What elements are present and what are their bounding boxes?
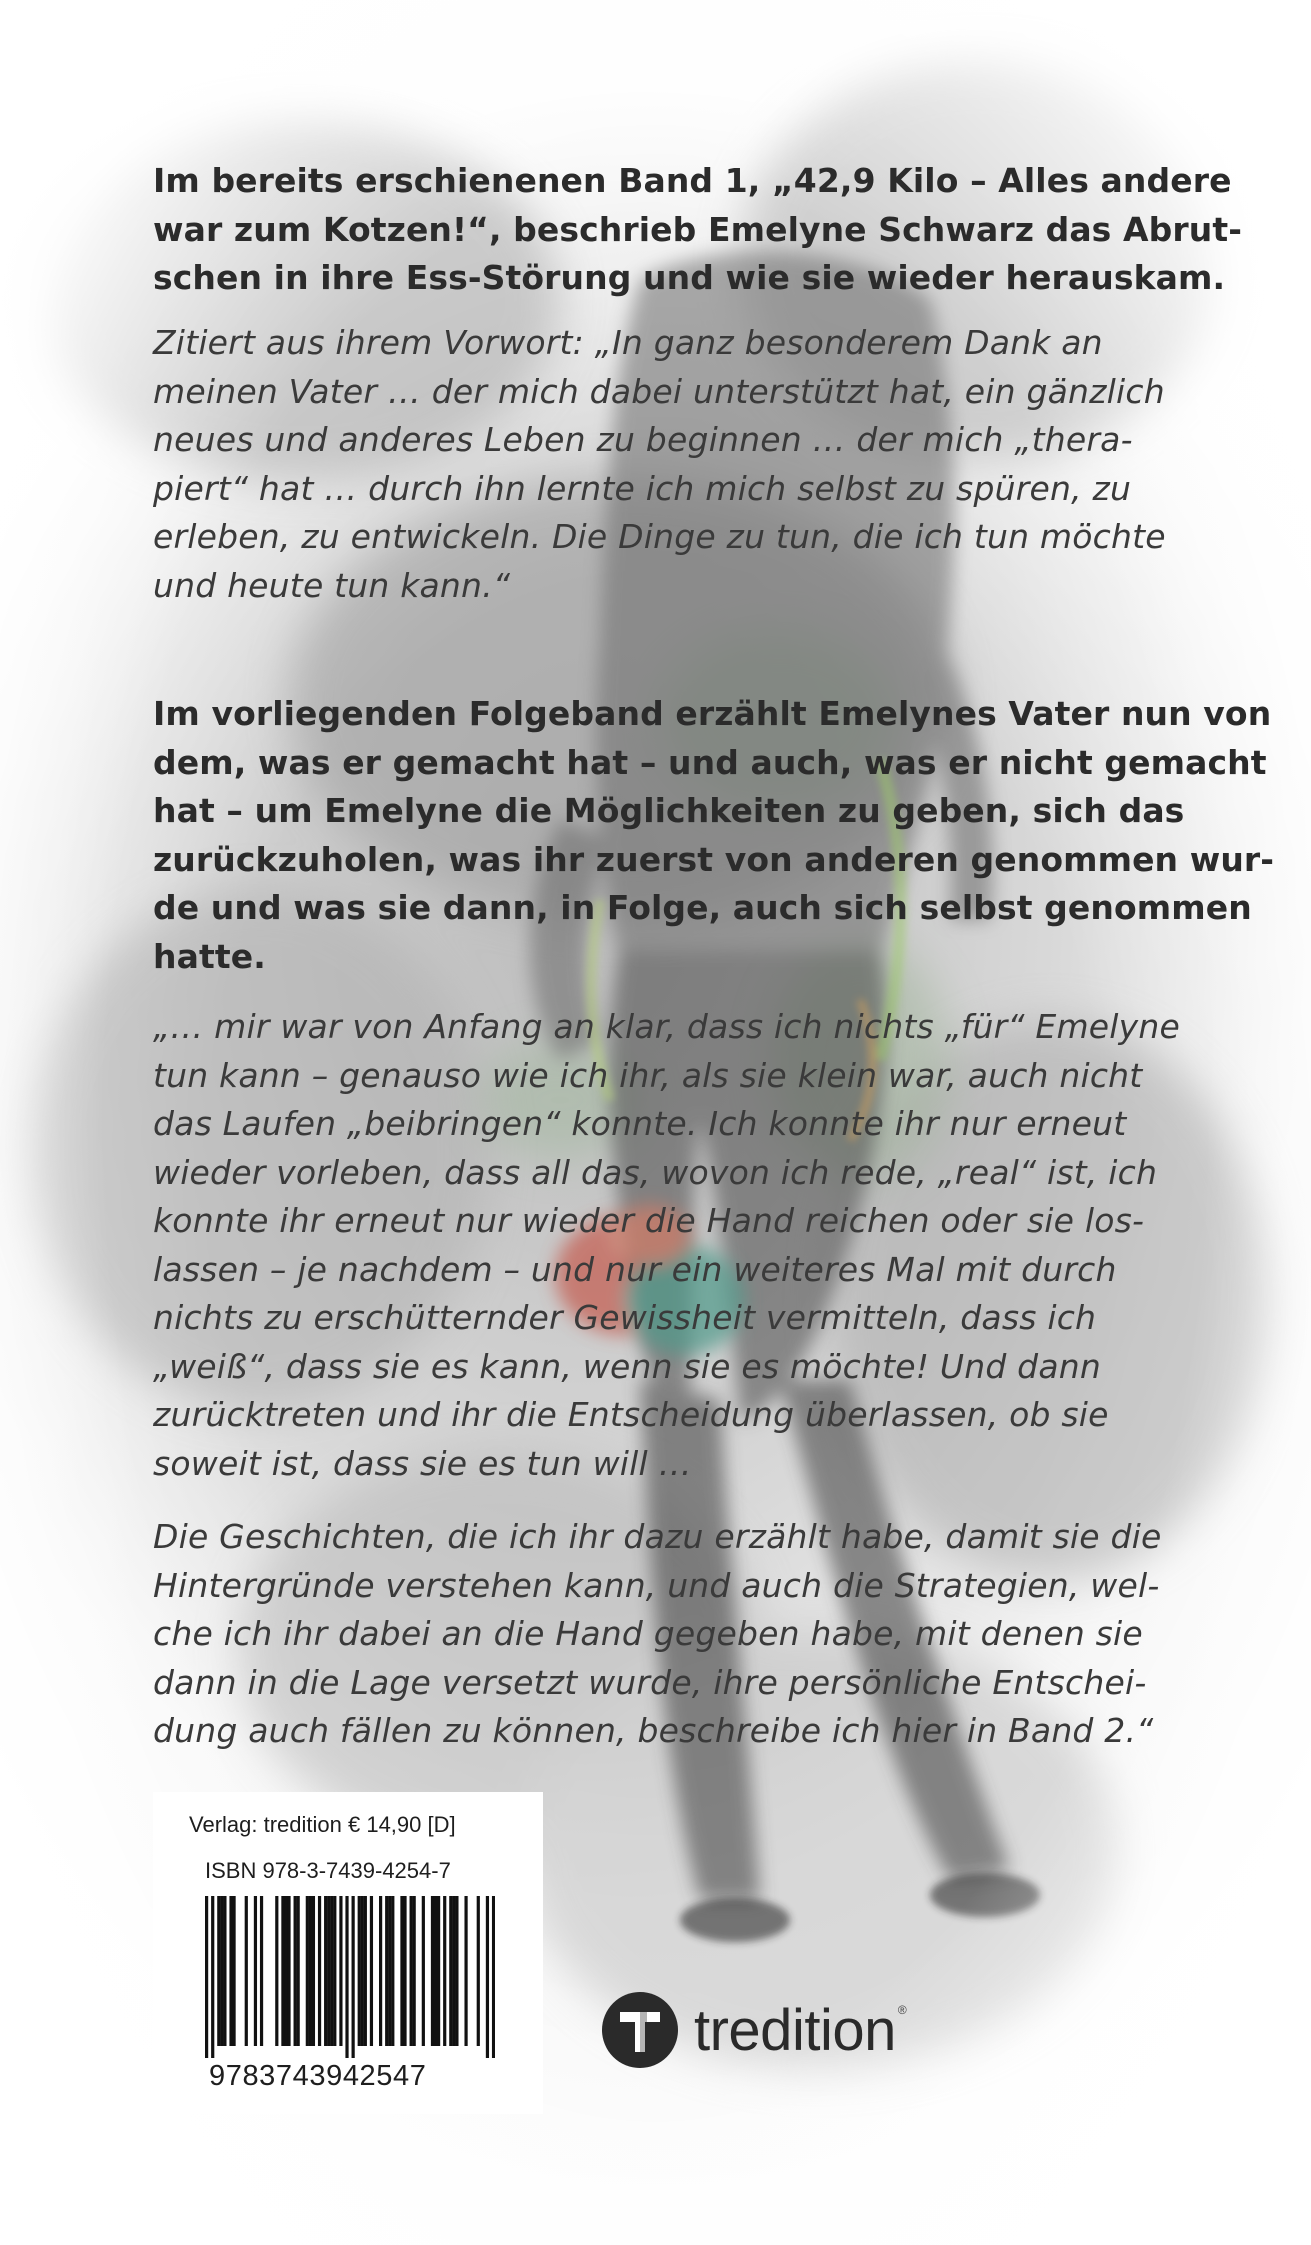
intro-line: Im bereits erschienenen Band 1, „42,9 Kilo – Alles andere [153,161,1232,200]
quote-line: dung auch fällen zu können, beschreibe ich hier in Band 2.“ [153,1711,1154,1750]
intro-line: schen in ihre Ess-Störung und wie sie wieder herauskam. [153,258,1226,297]
barcode-bar [254,1896,257,2046]
stories-quote [153,1513,1253,1756]
quote-line: Die Geschichten, die ich ihr dazu erzählt habe, damit sie die [153,1517,1162,1556]
sequel-line: hat – um Emelyne die Möglichkeiten zu geben, sich das [153,791,1185,830]
barcode-bar [275,1896,278,2046]
barcode-bar [370,1896,373,2046]
barcode-bar [410,1896,413,2046]
barcode-bar [364,1896,367,2046]
barcode-bar [297,1896,300,2046]
barcode-bar [245,1896,248,2046]
barcode-bar [400,1896,403,2046]
barcode-bar [379,1896,382,2046]
barcode-bar [284,1896,287,2046]
quote-line: piert“ hat … durch ihn lernte ich mich selbst zu spüren, zu [153,468,1132,508]
barcode-bar [229,1896,232,2046]
barcode-bar [422,1896,425,2046]
barcode-bar [330,1896,333,2046]
barcode-bar [294,1896,297,2046]
barcode-bar [391,1896,394,2046]
barcode-bar [431,1896,434,2046]
barcode-bar [352,1896,355,2058]
quote-line: neues und anderes Leben zu beginnen … der mich „thera- [153,420,1133,459]
barcode-bar [452,1896,455,2046]
barcode-bar [413,1896,416,2046]
barcode-number: 9783743942547 [209,2060,427,2092]
sequel-line: de und was sie dann, in Folge, auch sich selbst genommen [153,888,1252,927]
isbn-label: ISBN 978-3-7439-4254-7 [205,1858,451,1883]
barcode-bar [287,1896,290,2046]
barcode-box [153,1792,543,2114]
barcode-bars [205,1896,495,2058]
barcode-bar [486,1896,489,2058]
intro-paragraph [153,157,1253,303]
barcode-bar [318,1896,321,2046]
barcode-bar [449,1896,452,2046]
sequel-line: dem, was er gemacht hat – und auch, was er nicht gemacht [153,742,1267,782]
quote-line: dann in die Lage versetzt wurde, ihre persönliche Entschei- [153,1662,1147,1702]
barcode-bar [385,1896,388,2046]
foreword-quote [153,319,1253,610]
quote-line: meinen Vater … der mich dabei unterstützt hat, ein gänzlich [153,371,1165,411]
barcode-bar [434,1896,437,2046]
father-quote [153,1003,1253,1488]
barcode-bar [455,1896,458,2046]
barcode-bar [312,1896,315,2046]
quote-line: nichts zu erschütternder Gewissheit vermitteln, dass ich [153,1298,1097,1337]
registered-mark: ® [897,2003,907,2017]
quote-line: Hintergründe verstehen kann, und auch die Strategien, wel- [153,1565,1160,1605]
quote-line: und heute tun kann.“ [153,565,511,605]
barcode-bar [220,1896,223,2046]
tredition-t-icon [600,1990,680,2070]
quote-line: wieder vorleben, dass all das, wovon ich rede, „real“ ist, ich [153,1152,1158,1192]
sequel-line: zurückzuholen, was ihr zuerst von anderen genommen wur- [153,839,1275,879]
barcode-bar [403,1896,406,2046]
barcode-bar [217,1896,220,2046]
barcode-bar [281,1896,284,2046]
quote-line: soweit ist, dass sie es tun will … [153,1443,692,1483]
barcode-bar [464,1896,467,2046]
barcode-bar [333,1896,336,2046]
quote-line: Zitiert aus ihrem Vorwort: „In ganz besonderem Dank an [153,323,1103,362]
quote-line: konnte ihr erneut nur wieder die Hand reichen oder sie los- [153,1201,1145,1240]
quote-line: che ich ihr dabei an die Hand gegeben habe, mit denen sie [153,1614,1143,1653]
quote-line: tun kann – genauso wie ich ihr, als sie klein war, auch nicht [153,1055,1143,1095]
publisher-logo [600,1985,907,2075]
barcode-bar [358,1896,361,2046]
barcode-bar [309,1896,312,2046]
intro-line: war zum Kotzen!“, beschrieb Emelyne Schwarz das Abrut- [153,209,1243,249]
quote-line: „weiß“, dass sie es kann, wenn sie es möchte! Und dann [153,1346,1101,1386]
barcode-bar [260,1896,263,2046]
publisher-price: Verlag: tredition € 14,90 [D] [189,1812,456,1837]
barcode-bar [306,1896,309,2046]
barcode-bar [361,1896,364,2046]
barcode-bar [339,1896,342,2046]
logo-wordmark: tredition [694,1997,896,2063]
quote-line: lassen – je nachdem – und nur ein weiteres Mal mit durch [153,1249,1117,1289]
quote-line: das Laufen „beibringen“ konnte. Ich konnte ihr nur erneut [153,1104,1127,1143]
quote-line: erleben, zu entwickeln. Die Dinge zu tun, die ich tun möchte [153,517,1166,556]
barcode-bar [443,1896,446,2046]
sequel-line: Im vorliegenden Folgeband erzählt Emelynes Vater nun von [153,694,1272,733]
quote-line: „… mir war von Anfang an klar, dass ich nichts „für“ Emelyne [153,1007,1181,1046]
sequel-paragraph [153,690,1275,981]
barcode-bar [205,1896,208,2058]
barcode-bar [327,1896,330,2046]
barcode-bar [477,1896,480,2046]
quote-line: zurücktreten und ihr die Entscheidung überlassen, ob sie [153,1395,1109,1434]
barcode-bar [388,1896,391,2046]
barcode-bar [345,1896,348,2058]
barcode-bar [437,1896,440,2046]
sequel-line: hatte. [153,936,266,976]
barcode-bar [232,1896,235,2046]
barcode-bar [223,1896,226,2046]
barcode-bar [324,1896,327,2046]
barcode-bar [211,1896,214,2058]
barcode-bar [492,1896,495,2058]
